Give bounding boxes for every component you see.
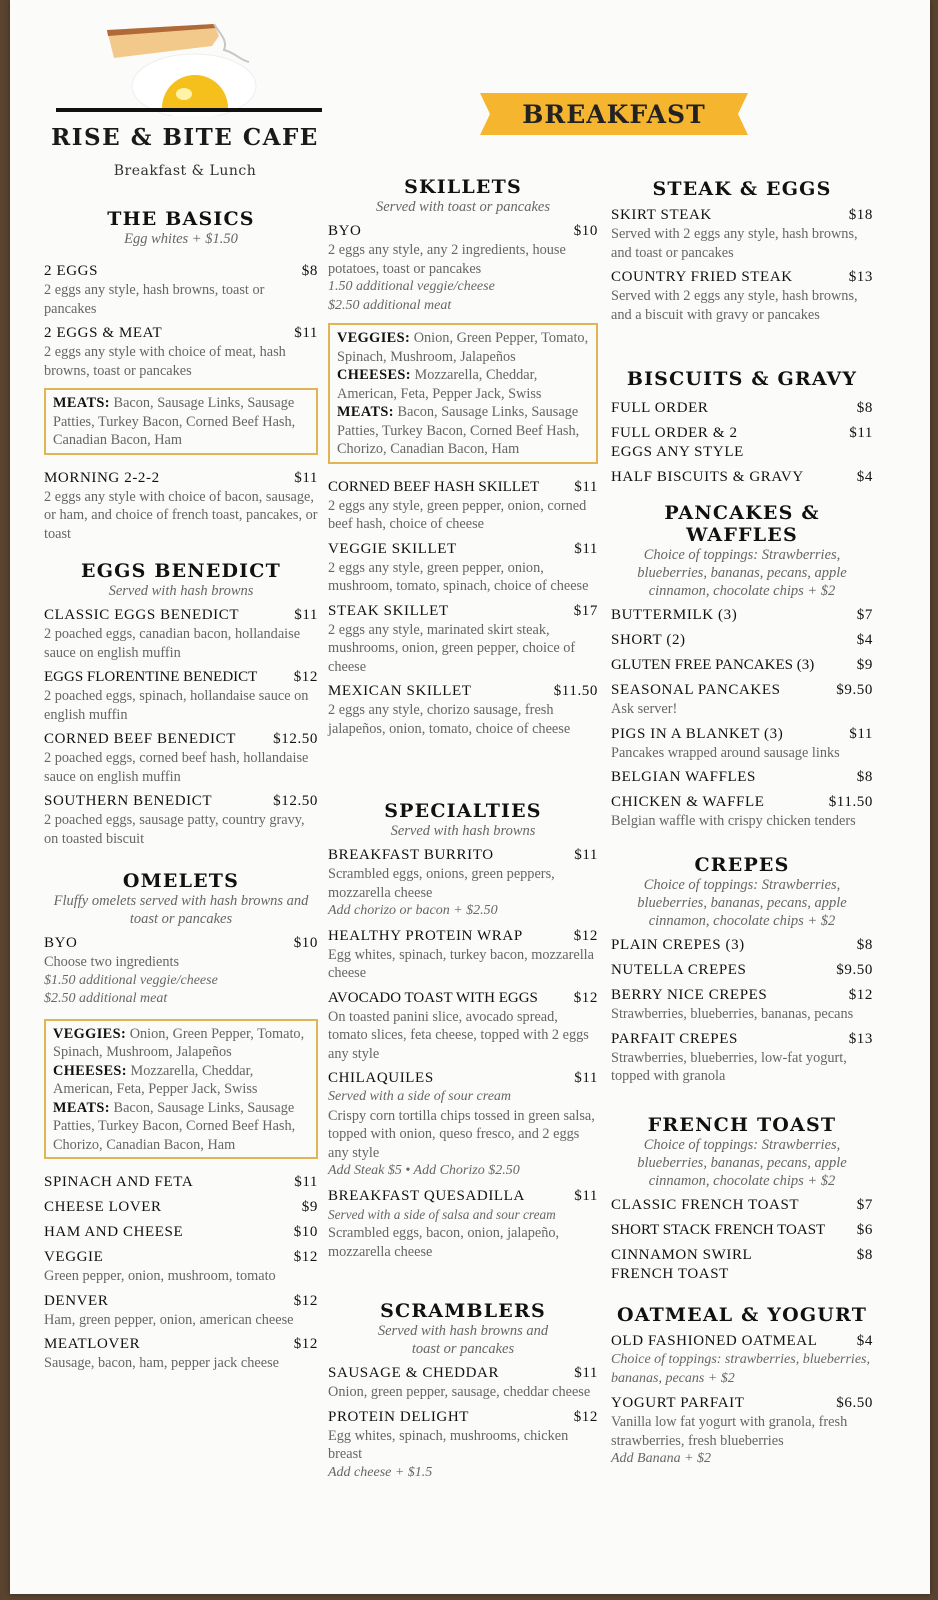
section-title: STEAK & EGGS bbox=[652, 178, 832, 200]
item-name: PIGS IN A BLANKET (3) bbox=[611, 725, 784, 742]
section-title: OATMEAL & YOGURT bbox=[616, 1304, 868, 1326]
meats-options-box bbox=[44, 388, 318, 455]
menu-page bbox=[10, 0, 930, 1594]
item-price: $8 bbox=[856, 400, 873, 416]
menu-item bbox=[611, 631, 873, 650]
ingredients-options-box bbox=[44, 1019, 318, 1160]
menu-item bbox=[328, 846, 598, 921]
item-desc: 2 eggs any style with choice of meat, hash browns, toast or pancakes bbox=[44, 344, 286, 379]
item-desc: Sausage, bacon, ham, pepper jack cheese bbox=[44, 1355, 279, 1371]
item-price: $10 bbox=[573, 223, 598, 239]
item-name: MEXICAN SKILLET bbox=[328, 683, 472, 699]
menu-item bbox=[44, 730, 318, 786]
section-pancakes-waffles bbox=[611, 502, 873, 831]
menu-item bbox=[328, 927, 598, 983]
item-price: $11 bbox=[574, 847, 598, 863]
item-desc: Ham, green pepper, onion, american cheese bbox=[44, 1311, 294, 1328]
menu-item bbox=[611, 961, 873, 980]
item-price: $9.50 bbox=[836, 962, 873, 978]
section-title: CREPES bbox=[694, 854, 790, 876]
ingredients-options-box bbox=[328, 323, 598, 464]
item-desc: 2 poached eggs, sausage patty, country gravy, on toasted biscuit bbox=[44, 812, 305, 847]
menu-item bbox=[44, 1198, 318, 1217]
item-price: $12 bbox=[848, 987, 873, 1003]
item-name: MORNING 2-2-2 bbox=[44, 469, 160, 486]
item-price: $12 bbox=[293, 1336, 318, 1352]
item-note: $1.50 additional veggie/cheese bbox=[44, 972, 218, 988]
menu-item bbox=[44, 606, 318, 662]
box-label: VEGGIES: bbox=[53, 1025, 127, 1042]
item-name: PARFAIT CREPES bbox=[611, 1030, 738, 1047]
box-label: CHEESES: bbox=[337, 367, 411, 383]
item-desc: Served with 2 eggs any style, hash browns, and toast or pancakes bbox=[611, 226, 858, 261]
item-name: AVOCADO TOAST WITH EGGS bbox=[328, 989, 538, 1006]
item-price: $11 bbox=[849, 425, 873, 441]
item-price: $12 bbox=[573, 989, 598, 1006]
item-desc: 2 eggs any style, chorizo sausage, fresh jalapeños, onion, tomato, choice of cheese bbox=[328, 702, 571, 737]
cafe-name: RISE & BITE CAFE bbox=[51, 124, 319, 151]
item-desc: 2 eggs any style, marinated skirt steak, mushrooms, onion, green pepper, choice of cheese bbox=[328, 621, 576, 675]
cafe-tagline: Breakfast & Lunch bbox=[113, 163, 257, 179]
menu-item bbox=[44, 1173, 318, 1192]
menu-item bbox=[611, 206, 873, 262]
menu-item bbox=[611, 1246, 873, 1284]
item-price: $12 bbox=[293, 669, 318, 685]
item-name: CINNAMON SWIRL FRENCH TOAST bbox=[611, 1247, 752, 1282]
item-name: 2 EGGS bbox=[44, 263, 99, 279]
item-desc: 2 eggs any style, hash browns, toast or pancakes bbox=[44, 282, 265, 317]
item-note: Choice of toppings: strawberries, blueberries, bananas, pecans + $2 bbox=[611, 1352, 870, 1386]
item-name: YOGURT PARFAIT bbox=[611, 1395, 745, 1411]
item-note: 1.50 additional veggie/cheese bbox=[328, 279, 495, 294]
menu-item bbox=[328, 989, 598, 1064]
item-price: $11 bbox=[574, 1187, 598, 1204]
box-text: Mozzarella, Cheddar, American, Feta, Pepper Jack, Swiss bbox=[53, 1062, 258, 1097]
item-name: FULL ORDER & 2 EGGS ANY STYLE bbox=[611, 425, 744, 460]
item-desc: Vanilla low fat yogurt with granola, fresh strawberries, fresh blueberries bbox=[611, 1414, 848, 1449]
item-price: $9.50 bbox=[836, 682, 873, 698]
item-price: $13 bbox=[848, 269, 873, 285]
menu-item-byo bbox=[44, 934, 318, 1009]
section-title: SKILLETS bbox=[404, 176, 522, 198]
menu-item bbox=[611, 1394, 873, 1469]
item-name: OLD FASHIONED OATMEAL bbox=[611, 1333, 818, 1349]
item-desc: 2 eggs any style, green pepper, onion, mushroom, tomato, spinach, choice of cheese bbox=[328, 559, 589, 594]
item-price: $11 bbox=[294, 469, 318, 486]
item-desc: Egg whites, spinach, turkey bacon, mozzarella cheese bbox=[328, 946, 594, 981]
section-subtitle: Choice of toppings: Strawberries, blueberries, bananas, pecans, apple cinnamon, chocolate chips + $2 bbox=[637, 547, 847, 599]
item-desc: 2 eggs any style, green pepper, onion, corned beef hash, choice of cheese bbox=[328, 497, 587, 532]
menu-item bbox=[611, 1332, 873, 1388]
egg-toast-logo-icon bbox=[44, 16, 326, 116]
item-price: $4 bbox=[856, 1333, 873, 1349]
item-note: $2.50 additional meat bbox=[328, 297, 452, 313]
section-subtitle: Egg whites + $1.50 bbox=[124, 231, 238, 247]
section-subtitle: Served with hash browns bbox=[108, 583, 254, 599]
section-french-toast bbox=[611, 1114, 873, 1284]
section-specialties bbox=[328, 800, 598, 1261]
menu-item-byo bbox=[328, 222, 598, 315]
section-crepes bbox=[611, 854, 873, 1086]
section-subtitle: Served with hash browns bbox=[390, 823, 536, 839]
item-price: $9 bbox=[301, 1199, 318, 1215]
item-price: $13 bbox=[848, 1030, 873, 1047]
item-desc: Choose two ingredients bbox=[44, 954, 180, 970]
section-skillets bbox=[328, 176, 598, 738]
item-price: $18 bbox=[848, 207, 873, 223]
section-eggs-benedict bbox=[44, 560, 318, 848]
menu-item bbox=[44, 1248, 318, 1286]
item-name: PROTEIN DELIGHT bbox=[328, 1408, 470, 1425]
section-the-basics bbox=[44, 208, 318, 543]
item-name: SHORT (2) bbox=[611, 632, 686, 648]
menu-item bbox=[611, 725, 873, 763]
item-name: CHILAQUILES bbox=[328, 1070, 434, 1086]
item-name: GLUTEN FREE PANCAKES (3) bbox=[611, 657, 815, 673]
item-desc: Scrambled eggs, bacon, onion, jalapeño, mozzarella cheese bbox=[328, 1225, 560, 1260]
menu-item bbox=[611, 768, 873, 787]
menu-item bbox=[328, 682, 598, 738]
banner-title: BREAKFAST bbox=[522, 99, 706, 129]
item-desc: Egg whites, spinach, mushrooms, chicken breast bbox=[328, 1427, 569, 1462]
menu-item bbox=[611, 424, 873, 462]
item-price: $8 bbox=[301, 263, 318, 279]
item-price: $7 bbox=[856, 607, 873, 623]
menu-item bbox=[44, 1292, 318, 1330]
item-price: $11 bbox=[574, 478, 598, 495]
section-oatmeal-yogurt bbox=[611, 1304, 873, 1469]
section-scramblers bbox=[328, 1300, 598, 1482]
menu-item bbox=[611, 1030, 873, 1086]
item-price: $11 bbox=[294, 325, 318, 341]
item-name: BYO bbox=[328, 223, 362, 239]
item-desc: Belgian waffle with crispy chicken tenders bbox=[611, 813, 856, 829]
section-biscuits-gravy bbox=[611, 368, 873, 487]
item-price: $6 bbox=[856, 1222, 873, 1238]
item-name: 2 EGGS & MEAT bbox=[44, 325, 163, 341]
section-omelets bbox=[44, 870, 318, 1373]
menu-item bbox=[611, 399, 873, 418]
item-note: Add cheese + $1.5 bbox=[328, 1464, 433, 1480]
item-name: STEAK SKILLET bbox=[328, 602, 449, 619]
menu-item bbox=[611, 656, 873, 675]
item-desc: Pancakes wrapped around sausage links bbox=[611, 744, 840, 761]
box-label: VEGGIES: bbox=[337, 330, 411, 346]
breakfast-banner bbox=[480, 93, 748, 135]
menu-item bbox=[611, 936, 873, 955]
item-desc: Served with 2 eggs any style, hash browns, and a biscuit with gravy or pancakes bbox=[611, 288, 858, 323]
menu-item bbox=[328, 1069, 598, 1181]
item-name: HALF BISCUITS & GRAVY bbox=[611, 469, 804, 485]
item-desc: Strawberries, blueberries, low-fat yogurt, topped with granola bbox=[611, 1049, 847, 1084]
section-subtitle: Served with hash browns and toast or pancakes bbox=[377, 1323, 549, 1357]
menu-item bbox=[328, 478, 598, 534]
menu-item bbox=[611, 268, 873, 324]
item-price: $6.50 bbox=[836, 1395, 873, 1411]
box-text: Bacon, Sausage Links, Sausage Patties, Turkey Bacon, Corned Beef Hash, Chorizo, Canadian Bacon, Ham bbox=[53, 1099, 296, 1153]
item-desc: Ask server! bbox=[611, 701, 678, 717]
item-name: COUNTRY FRIED STEAK bbox=[611, 269, 793, 285]
item-name: HEALTHY PROTEIN WRAP bbox=[328, 927, 523, 944]
item-price: $8 bbox=[856, 1247, 873, 1263]
menu-item bbox=[44, 1335, 318, 1373]
item-name: SHORT STACK FRENCH TOAST bbox=[611, 1222, 826, 1238]
section-title: THE BASICS bbox=[107, 208, 255, 230]
item-desc: Green pepper, onion, mushroom, tomato bbox=[44, 1268, 276, 1284]
item-price: $8 bbox=[856, 769, 873, 785]
item-note: Add Banana + $2 bbox=[611, 1451, 712, 1466]
item-price: $11 bbox=[574, 1070, 598, 1086]
menu-item bbox=[328, 540, 598, 596]
menu-item bbox=[611, 681, 873, 719]
menu-item bbox=[328, 1187, 598, 1262]
item-desc: Onion, green pepper, sausage, cheddar cheese bbox=[328, 1384, 591, 1400]
item-desc: 2 poached eggs, corned beef hash, hollandaise sauce on english muffin bbox=[44, 750, 309, 785]
box-text: Onion, Green Pepper, Tomato, Spinach, Mushroom, Jalapeños bbox=[337, 330, 589, 365]
section-steak-eggs bbox=[611, 178, 873, 324]
item-name: VEGGIE SKILLET bbox=[328, 540, 457, 557]
item-price: $11 bbox=[294, 607, 318, 623]
item-name: DENVER bbox=[44, 1292, 109, 1309]
menu-item bbox=[44, 792, 318, 848]
menu-item bbox=[44, 324, 318, 380]
item-name: CORNED BEEF HASH SKILLET bbox=[328, 478, 540, 495]
item-price: $11.50 bbox=[828, 794, 873, 810]
item-price: $11 bbox=[574, 1365, 598, 1381]
item-desc: Crispy corn tortilla chips tossed in green salsa, topped with onion, queso fresco, and 2 eggs any style bbox=[328, 1107, 595, 1161]
item-name: MEATLOVER bbox=[44, 1336, 141, 1352]
item-price: $11 bbox=[574, 540, 598, 557]
box-label: MEATS: bbox=[53, 395, 110, 411]
box-text: Bacon, Sausage Links, Sausage Patties, Turkey Bacon, Corned Beef Hash, Canadian Bacon, Ham bbox=[53, 395, 296, 448]
menu-item bbox=[328, 1408, 598, 1483]
item-desc: On toasted panini slice, avocado spread, tomato slices, feta cheese, topped with 2 eggs any style bbox=[328, 1008, 589, 1062]
menu-item bbox=[44, 668, 318, 724]
item-note: Add Steak $5 • Add Chorizo $2.50 bbox=[328, 1163, 520, 1178]
box-label: CHEESES: bbox=[53, 1062, 127, 1079]
item-name: CHICKEN & WAFFLE bbox=[611, 794, 765, 810]
section-subtitle: Fluffy omelets served with hash browns and toast or pancakes bbox=[53, 893, 309, 927]
item-price: $12 bbox=[573, 1408, 598, 1425]
item-price: $12 bbox=[293, 1249, 318, 1265]
item-name: BUTTERMILK (3) bbox=[611, 607, 738, 623]
item-desc: 2 eggs any style, any 2 ingredients, house potatoes, toast or pancakes bbox=[328, 242, 566, 277]
box-label: MEATS: bbox=[337, 404, 394, 420]
item-name: CHEESE LOVER bbox=[44, 1199, 162, 1215]
section-subtitle: Choice of toppings: Strawberries, blueberries, bananas, pecans, apple cinnamon, chocolate chips + $2 bbox=[637, 1137, 847, 1189]
item-price: $17 bbox=[573, 602, 598, 619]
item-price: $11 bbox=[849, 725, 873, 742]
item-name: SPINACH AND FETA bbox=[44, 1174, 194, 1190]
box-text: Onion, Green Pepper, Tomato, Spinach, Mushroom, Jalapeños bbox=[53, 1025, 305, 1060]
item-note: Served with a side of salsa and sour cream bbox=[328, 1206, 556, 1222]
section-title: EGGS BENEDICT bbox=[81, 560, 281, 582]
item-name: HAM AND CHEESE bbox=[44, 1224, 184, 1240]
menu-item bbox=[611, 986, 873, 1024]
item-name: BYO bbox=[44, 935, 78, 951]
section-title: FRENCH TOAST bbox=[647, 1114, 837, 1136]
item-price: $10 bbox=[293, 935, 318, 951]
section-title: SPECIALTIES bbox=[384, 800, 542, 822]
item-note: $2.50 additional meat bbox=[44, 991, 168, 1006]
menu-item bbox=[44, 1223, 318, 1242]
item-name: EGGS FLORENTINE BENEDICT bbox=[44, 669, 258, 685]
menu-item bbox=[611, 793, 873, 831]
item-desc: 2 poached eggs, spinach, hollandaise sauce on english muffin bbox=[44, 688, 309, 723]
item-price: $12.50 bbox=[273, 731, 318, 747]
section-title: SCRAMBLERS bbox=[380, 1300, 546, 1322]
item-name: BREAKFAST BURRITO bbox=[328, 847, 494, 863]
item-name: BREAKFAST QUESADILLA bbox=[328, 1187, 525, 1204]
item-name: SOUTHERN BENEDICT bbox=[44, 793, 213, 809]
item-note: Served with a side of sour cream bbox=[328, 1089, 512, 1104]
section-title: PANCAKES & WAFFLES bbox=[664, 502, 820, 546]
section-subtitle: Served with toast or pancakes bbox=[376, 199, 550, 215]
item-name: CLASSIC FRENCH TOAST bbox=[611, 1197, 800, 1213]
item-desc: Scrambled eggs, onions, green peppers, mozzarella cheese bbox=[328, 866, 555, 901]
section-subtitle: Choice of toppings: Strawberries, blueberries, bananas, pecans, apple cinnamon, chocolate chips + $2 bbox=[637, 877, 847, 929]
item-name: SKIRT STEAK bbox=[611, 207, 712, 223]
item-price: $7 bbox=[856, 1197, 873, 1213]
box-text: Mozzarella, Cheddar, American, Feta, Pepper Jack, Swiss bbox=[337, 367, 542, 402]
item-price: $9 bbox=[856, 657, 873, 673]
item-name: CORNED BEEF BENEDICT bbox=[44, 731, 236, 747]
item-desc: 2 eggs any style with choice of bacon, sausage, or ham, and choice of french toast, pancakes, or toast bbox=[44, 488, 318, 542]
box-text: Bacon, Sausage Links, Sausage Patties, Turkey Bacon, Corned Beef Hash, Chorizo, Canadian Bacon, Ham bbox=[337, 404, 580, 457]
menu-item bbox=[611, 1196, 873, 1215]
item-price: $11.50 bbox=[553, 683, 598, 699]
item-name: SAUSAGE & CHEDDAR bbox=[328, 1365, 500, 1381]
item-name: NUTELLA CREPES bbox=[611, 962, 747, 978]
item-name: BELGIAN WAFFLES bbox=[611, 769, 756, 785]
menu-item bbox=[328, 1364, 598, 1402]
item-name: BERRY NICE CREPES bbox=[611, 987, 768, 1003]
item-name: FULL ORDER bbox=[611, 400, 709, 416]
item-note: Add chorizo or bacon + $2.50 bbox=[328, 903, 498, 918]
item-price: $4 bbox=[856, 632, 873, 648]
menu-item bbox=[44, 262, 318, 318]
section-title: OMELETS bbox=[122, 870, 240, 892]
item-price: $11 bbox=[294, 1174, 318, 1190]
item-price: $4 bbox=[856, 469, 873, 485]
item-name: PLAIN CREPES (3) bbox=[611, 937, 745, 953]
item-name: CLASSIC EGGS BENEDICT bbox=[44, 607, 240, 623]
item-desc: 2 poached eggs, canadian bacon, hollandaise sauce on english muffin bbox=[44, 626, 301, 661]
item-price: $12 bbox=[573, 927, 598, 944]
item-desc: Strawberries, blueberries, bananas, pecans bbox=[611, 1006, 854, 1022]
box-label: MEATS: bbox=[53, 1099, 110, 1116]
item-price: $8 bbox=[856, 937, 873, 953]
menu-item bbox=[611, 1221, 873, 1240]
menu-item bbox=[44, 469, 318, 544]
item-price: $12 bbox=[293, 1292, 318, 1309]
item-price: $10 bbox=[293, 1224, 318, 1240]
section-title: BISCUITS & GRAVY bbox=[626, 368, 858, 390]
menu-item bbox=[611, 468, 873, 487]
item-name: SEASONAL PANCAKES bbox=[611, 682, 781, 698]
item-price: $12.50 bbox=[273, 793, 318, 809]
item-name: VEGGIE bbox=[44, 1249, 104, 1265]
menu-item bbox=[611, 606, 873, 625]
menu-item bbox=[328, 602, 598, 677]
